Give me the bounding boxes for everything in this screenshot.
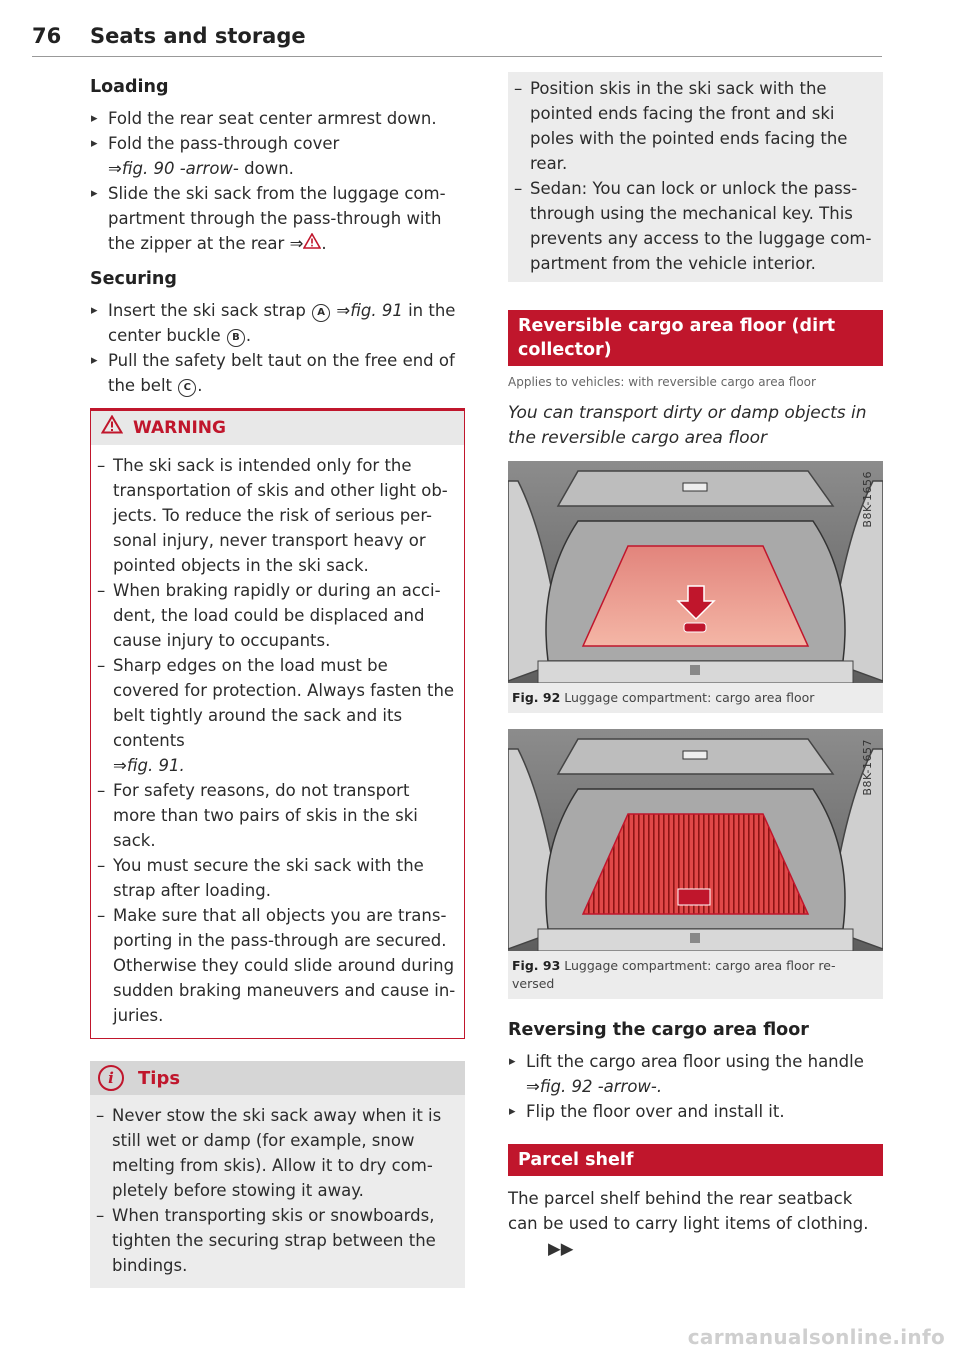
list-item: – The ski sack is intended only for the transportation of skis and other light ob-jects. To reduce the risk of serious per-sonal injury, never transport heavy or pointed objects in the ski sack. [93, 453, 456, 578]
warning-link[interactable]: ⇒ [289, 234, 304, 253]
tips-list [92, 1103, 457, 1278]
fig-92-image [508, 461, 883, 683]
fig-90-link[interactable]: ⇒fig. 90 [108, 159, 175, 178]
reversing-steps [508, 1049, 883, 1124]
figure-code: B8K-1656 [861, 471, 874, 528]
tips-header [90, 1061, 465, 1095]
list-item: – Make sure that all objects you are trans-porting in the pass-through are secured. Otherwise they could slide around during sudden braking maneuvers and cause in-juries. [93, 903, 456, 1028]
warning-list [93, 453, 456, 1028]
page-number: 76 [32, 24, 62, 48]
cargo-floor-illustration [508, 461, 883, 683]
fig-93-image [508, 729, 883, 951]
warning-header [91, 411, 464, 445]
list-item: – When braking rapidly or during an acci-dent, the load could be displaced and cause injury to occupants. [93, 578, 456, 653]
loading-heading: Loading [90, 77, 169, 97]
warning-triangle-icon [303, 234, 321, 253]
list-item: ▸ Slide the ski sack from the luggage com-partment through the pass-through with the zipper at the rear ⇒ . [90, 181, 465, 256]
fig-92-link[interactable]: ⇒fig. 92 [526, 1077, 593, 1096]
fig-91-link[interactable]: ⇒fig. 91. [113, 756, 185, 775]
reversible-floor-heading: Reversible cargo area floor (dirt collector) [508, 310, 883, 366]
callout-a: A [312, 304, 330, 322]
continue-arrow-icon: ▶▶ [548, 1239, 574, 1258]
securing-steps [90, 298, 465, 398]
page-header [32, 22, 882, 57]
list-item: ▸ Flip the floor over and install it. [508, 1099, 883, 1124]
fig-91-link[interactable]: ⇒fig. 91 [336, 301, 403, 320]
tips-title: Tips [138, 1067, 181, 1089]
list-item: – Sharp edges on the load must be covered for protection. Always fasten the belt tightly around the sack and its contents ⇒fig. 91. [93, 653, 456, 778]
list-item: ▸ Fold the rear seat center armrest down. [90, 106, 465, 131]
list-item: ▸ Insert the ski sack strap A ⇒fig. 91 in the center buckle B . [90, 298, 465, 348]
cargo-floor-reversed-illustration [508, 729, 883, 951]
callout-c: C [178, 379, 196, 397]
fig-93-caption: Fig. 93 Luggage compartment: cargo area floor re-versed [508, 951, 883, 999]
lead-text: You can transport dirty or damp objects in the reversible cargo area floor [508, 403, 867, 448]
watermark: carmanualsonline.info [687, 1325, 945, 1349]
list-item: – Sedan: You can lock or unlock the pass-through using the mechanical key. This prevents any access to the luggage com-partment from the vehicle interior. [510, 176, 877, 276]
list-item: – When transporting skis or snowboards, tighten the securing strap between the bindings. [92, 1203, 457, 1278]
info-icon: i [98, 1065, 124, 1091]
ski-notes-box [508, 72, 883, 282]
section-title: Seats and storage [90, 24, 306, 48]
callout-b: B [227, 329, 245, 347]
parcel-shelf-heading: Parcel shelf [508, 1144, 883, 1176]
warning-icon [101, 415, 123, 442]
securing-heading: Securing [90, 269, 177, 289]
ski-notes-list [510, 76, 877, 276]
list-item: ▸ Lift the cargo area floor using the handle ⇒fig. 92 -arrow-. [508, 1049, 883, 1099]
parcel-shelf-text: The parcel shelf behind the rear seatback can be used to carry light items of clothing.▶▶ [508, 1186, 883, 1261]
figure-code: B8K-1657 [861, 739, 874, 796]
list-item: – You must secure the ski sack with the strap after loading. [93, 853, 456, 903]
fig-92-caption: Fig. 92 Luggage compartment: cargo area floor [508, 683, 883, 713]
tips-box [90, 1061, 465, 1288]
loading-steps [90, 106, 465, 256]
reversing-heading: Reversing the cargo area floor [508, 1020, 809, 1040]
applies-to: Applies to vehicles: with reversible cargo area floor [508, 375, 816, 389]
list-item: ▸ Fold the pass-through cover ⇒fig. 90 -arrow- down. [90, 131, 465, 181]
right-column [508, 74, 883, 1261]
warning-title: WARNING [133, 417, 226, 438]
list-item: – Never stow the ski sack away when it is still wet or damp (for example, snow melting from skis). Allow it to dry com-pletely before stowing it away. [92, 1103, 457, 1203]
warning-box [90, 408, 465, 1039]
left-column [90, 74, 465, 1288]
list-item: – For safety reasons, do not transport more than two pairs of skis in the ski sack. [93, 778, 456, 853]
list-item: ▸ Pull the safety belt taut on the free end of the belt C . [90, 348, 465, 398]
list-item: – Position skis in the ski sack with the pointed ends facing the front and ski poles with the pointed ends facing the rear. [510, 76, 877, 176]
